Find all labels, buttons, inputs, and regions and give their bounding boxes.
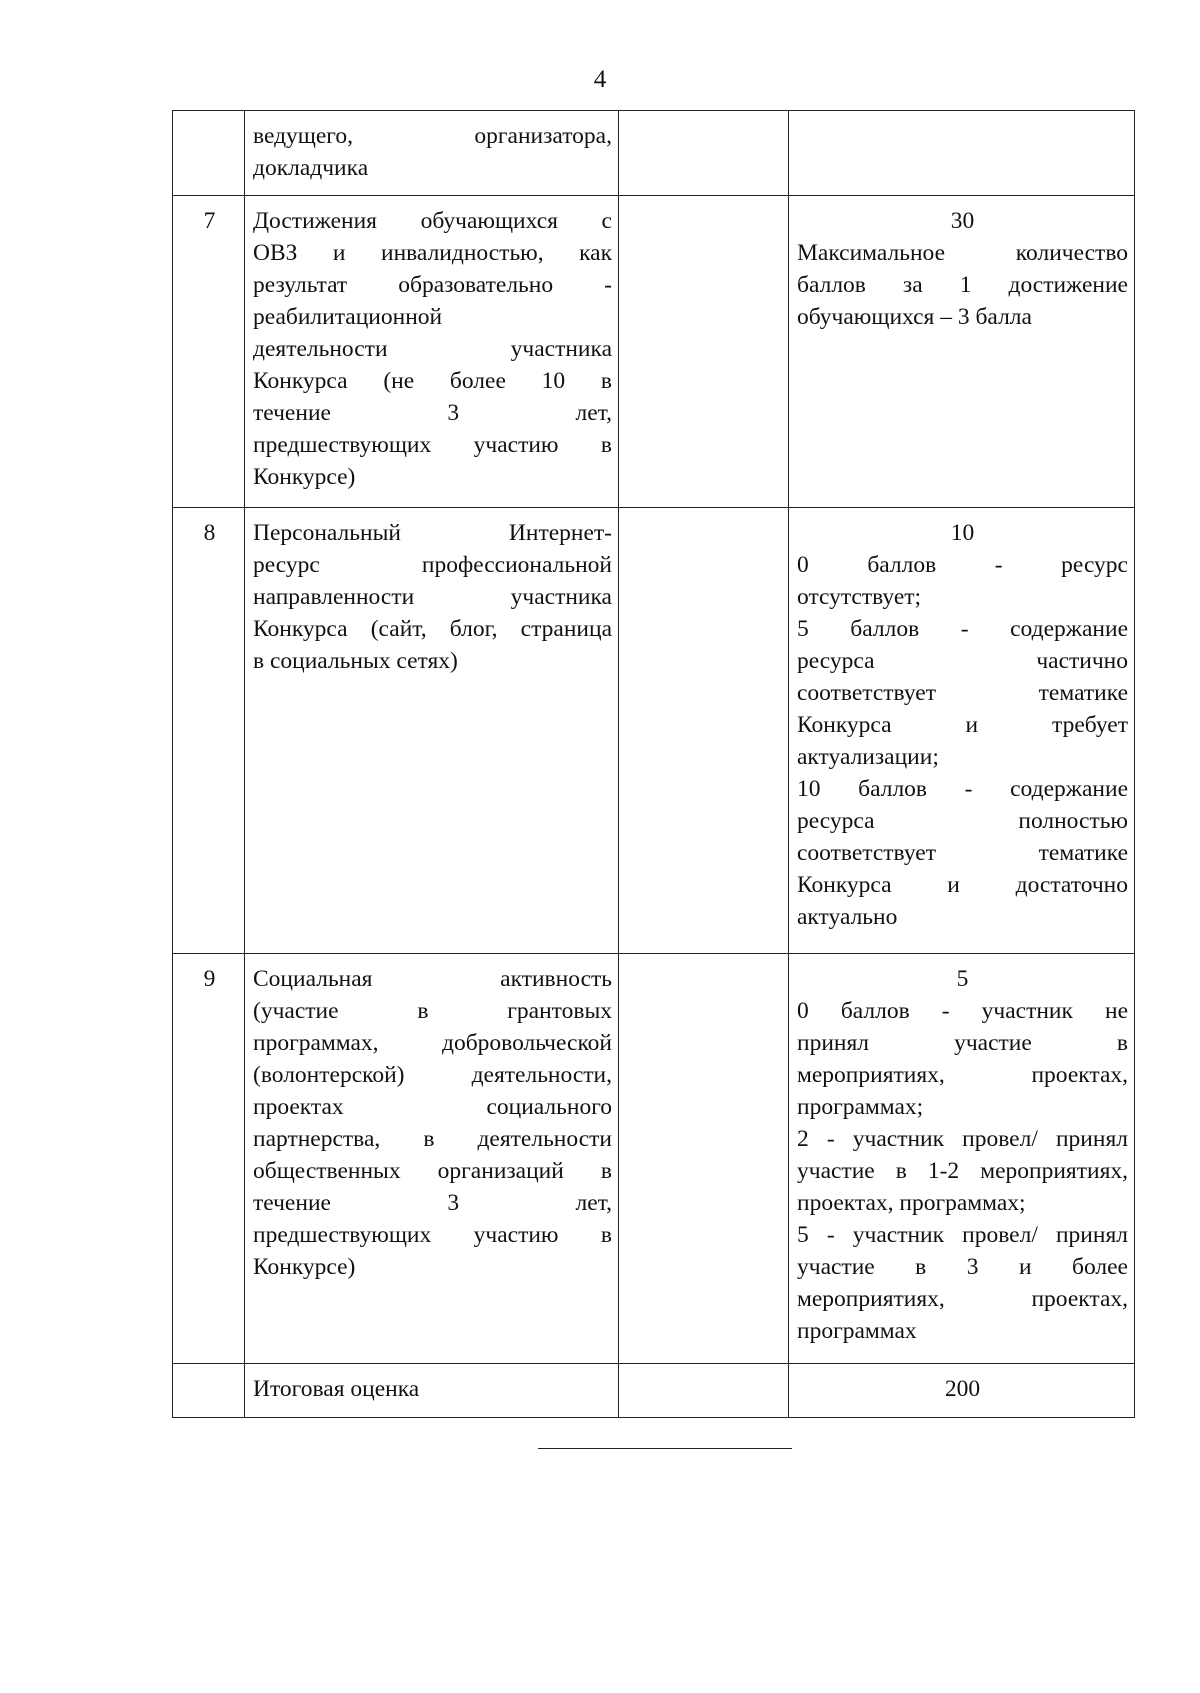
criteria-table (172, 110, 1135, 1418)
end-rule (538, 1448, 792, 1449)
points-cell (789, 196, 1135, 508)
evidence-cell (619, 508, 789, 954)
criterion-line: Социальная активность (253, 966, 612, 992)
criterion-line: направленности участника (253, 584, 612, 610)
points-line: 0 баллов - участник не (797, 998, 1128, 1024)
evidence-cell (619, 196, 789, 508)
points-line: соответствует тематике (797, 840, 1128, 866)
criterion-line: Итоговая оценка (253, 1376, 420, 1402)
table-row (173, 111, 1135, 196)
page-number: 4 (593, 66, 607, 93)
criterion-line: в социальных сетях) (253, 648, 458, 674)
criterion-line: докладчика (253, 155, 369, 181)
points-line: мероприятиях, проектах, (797, 1062, 1128, 1088)
points-line: Конкурса и достаточно (797, 872, 1128, 898)
row-number: 9 (173, 954, 245, 1364)
points-cell (789, 954, 1135, 1364)
points-line: участие в 3 и более (797, 1254, 1128, 1280)
criterion-line: Конкурсе) (253, 464, 356, 490)
points-line: Конкурса и требует (797, 712, 1128, 738)
evidence-cell (619, 111, 789, 196)
points-line: программах; (797, 1094, 924, 1120)
row-number (173, 111, 245, 196)
criterion-cell (245, 196, 619, 508)
criterion-cell (245, 111, 619, 196)
criterion-line: ОВЗ и инвалидностью, как (253, 240, 612, 266)
points-line: ресурса полностью (797, 808, 1128, 834)
evidence-cell (619, 954, 789, 1364)
evidence-cell (619, 1364, 789, 1418)
points-cell (789, 111, 1135, 196)
table-row (173, 508, 1135, 954)
points-total: 10 (950, 520, 975, 546)
criterion-cell (245, 1364, 619, 1418)
points-line: актуально (797, 904, 898, 930)
criterion-line: Достижения обучающихся с (253, 208, 612, 234)
table-row (173, 954, 1135, 1364)
points-line: актуализации; (797, 744, 939, 770)
points-total: 200 (944, 1376, 981, 1402)
points-cell (789, 1364, 1135, 1418)
row-number: 8 (173, 508, 245, 954)
criterion-line: партнерства, в деятельности (253, 1126, 612, 1152)
criterion-line: реабилитационной (253, 304, 443, 330)
criterion-line: Персональный Интернет- (253, 520, 612, 546)
criterion-line: проектах социального (253, 1094, 612, 1120)
criterion-line: предшествующих участию в (253, 1222, 612, 1248)
criterion-line: течение 3 лет, (253, 1190, 612, 1216)
criterion-line: Конкурса (сайт, блог, страница (253, 616, 612, 642)
points-total: 30 (950, 208, 975, 234)
points-line: соответствует тематике (797, 680, 1128, 706)
criterion-line: (волонтерской) деятельности, (253, 1062, 612, 1088)
points-line: баллов за 1 достижение (797, 272, 1128, 298)
points-total: 5 (956, 966, 969, 992)
row-number: 7 (173, 196, 245, 508)
points-line: отсутствует; (797, 584, 922, 610)
criterion-line: Конкурсе) (253, 1254, 356, 1280)
row-number (173, 1364, 245, 1418)
points-line: обучающихся – 3 балла (797, 304, 1032, 330)
points-line: 5 баллов - содержание (797, 616, 1128, 642)
criteria-table-body (173, 111, 1135, 1418)
criterion-cell (245, 508, 619, 954)
criterion-line: ведущего, организатора, (253, 123, 612, 149)
criterion-line: Конкурса (не более 10 в (253, 368, 612, 394)
criterion-line: (участие в грантовых (253, 998, 612, 1024)
points-line: программах (797, 1318, 917, 1344)
criterion-line: результат образовательно - (253, 272, 612, 298)
criterion-line: деятельности участника (253, 336, 612, 362)
criterion-line: общественных организаций в (253, 1158, 612, 1184)
points-line: 0 баллов - ресурс (797, 552, 1128, 578)
criterion-line: ресурс профессиональной (253, 552, 612, 578)
criterion-line: предшествующих участию в (253, 432, 612, 458)
points-cell (789, 508, 1135, 954)
criterion-cell (245, 954, 619, 1364)
points-line: принял участие в (797, 1030, 1128, 1056)
points-line: Максимальное количество (797, 240, 1128, 266)
points-line: ресурса частично (797, 648, 1128, 674)
points-line: 5 - участник провел/ принял (797, 1222, 1128, 1248)
points-line: участие в 1-2 мероприятиях, (797, 1158, 1128, 1184)
criterion-line: программах, добровольческой (253, 1030, 612, 1056)
points-line: проектах, программах; (797, 1190, 1026, 1216)
criterion-line: течение 3 лет, (253, 400, 612, 426)
table-row (173, 1364, 1135, 1418)
table-row (173, 196, 1135, 508)
points-line: 10 баллов - содержание (797, 776, 1128, 802)
points-line: мероприятиях, проектах, (797, 1286, 1128, 1312)
points-line: 2 - участник провел/ принял (797, 1126, 1128, 1152)
